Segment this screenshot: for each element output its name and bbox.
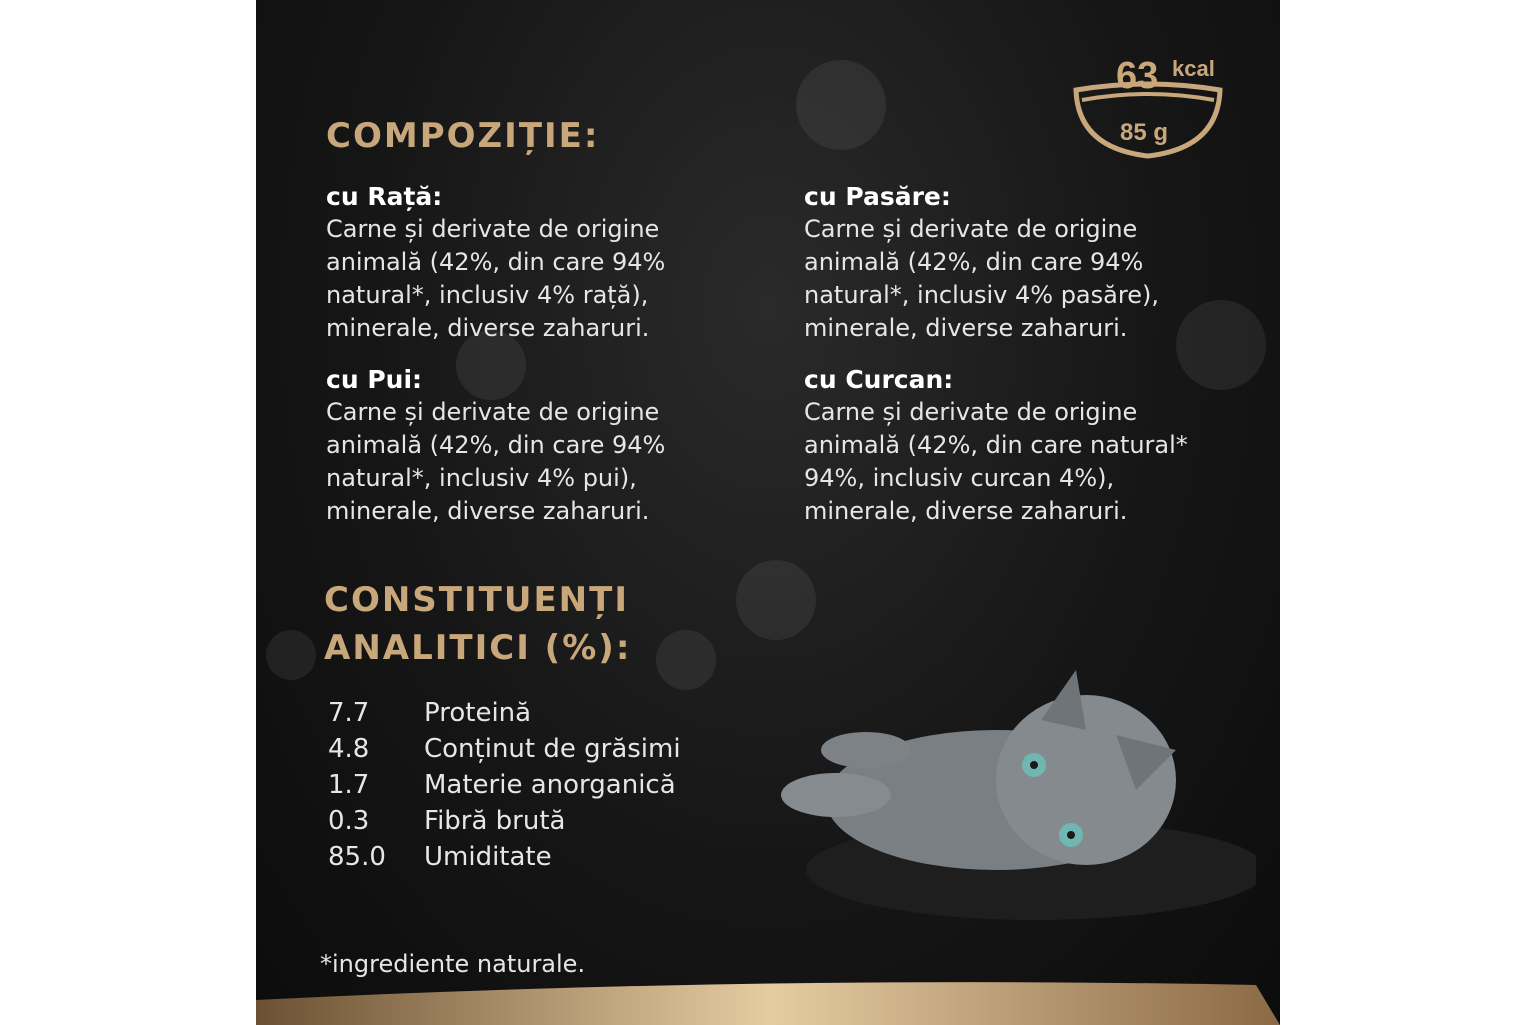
analytics-value: 0.3 xyxy=(328,806,370,836)
composition-item-chicken xyxy=(326,365,746,540)
analytics-label: Proteină xyxy=(424,698,532,728)
item-text: Carne și derivate de origine animală (42%, din care 94% natural*, inclusiv 4% pui), minerale, diverse zaharuri. xyxy=(326,398,666,525)
bokeh-light xyxy=(796,60,886,150)
analytics-heading-line2: ANALITICI (%): xyxy=(324,628,632,668)
analytics-value: 4.8 xyxy=(328,734,370,764)
item-title: cu Rață: xyxy=(326,182,443,211)
product-info-panel xyxy=(256,0,1280,1025)
analytics-value: 1.7 xyxy=(328,770,370,800)
item-text: Carne și derivate de origine animală (42%, din care 94% natural*, inclusiv 4% rață), minerale, diverse zaharuri. xyxy=(326,215,666,342)
item-title: cu Curcan: xyxy=(804,365,954,394)
analytics-row xyxy=(328,767,681,803)
item-title: cu Pui: xyxy=(326,365,423,394)
bokeh-light xyxy=(266,630,316,680)
item-text: Carne și derivate de origine animală (42%, din care natural* 94%, inclusiv curcan 4%), minerale, diverse zaharuri. xyxy=(804,398,1188,525)
composition-item-duck xyxy=(326,182,746,357)
item-title: cu Pasăre: xyxy=(804,182,951,211)
analytics-value: 7.7 xyxy=(328,698,370,728)
analytics-label: Fibră brută xyxy=(424,806,566,836)
analytics-row xyxy=(328,839,681,875)
composition-heading: COMPOZIȚIE: xyxy=(326,116,600,156)
analytics-heading-line1: CONSTITUENȚI xyxy=(324,580,629,620)
gold-ribbon xyxy=(256,965,1280,1025)
calorie-bowl-icon xyxy=(1068,48,1228,168)
analytics-value: 85.0 xyxy=(328,842,386,872)
analytics-label: Umiditate xyxy=(424,842,552,872)
footnote: *ingrediente naturale. xyxy=(320,950,586,978)
analytics-label: Conținut de grăsimi xyxy=(424,734,681,764)
kcal-unit: kcal xyxy=(1172,56,1215,81)
composition-item-poultry xyxy=(804,182,1224,357)
cat-image xyxy=(776,650,1256,930)
bokeh-light xyxy=(736,560,816,640)
analytics-label: Materie anorganică xyxy=(424,770,676,800)
weight-label: 85 g xyxy=(1120,119,1169,146)
item-text: Carne și derivate de origine animală (42%, din care 94% natural*, inclusiv 4% pasăre), minerale, diverse zaharuri. xyxy=(804,215,1159,342)
kcal-value: 63 xyxy=(1116,55,1159,97)
composition-item-turkey xyxy=(804,365,1224,540)
analytics-row xyxy=(328,803,681,839)
analytics-table xyxy=(328,695,681,875)
analytics-row xyxy=(328,695,681,731)
analytics-row xyxy=(328,731,681,767)
bokeh-light xyxy=(656,630,716,690)
